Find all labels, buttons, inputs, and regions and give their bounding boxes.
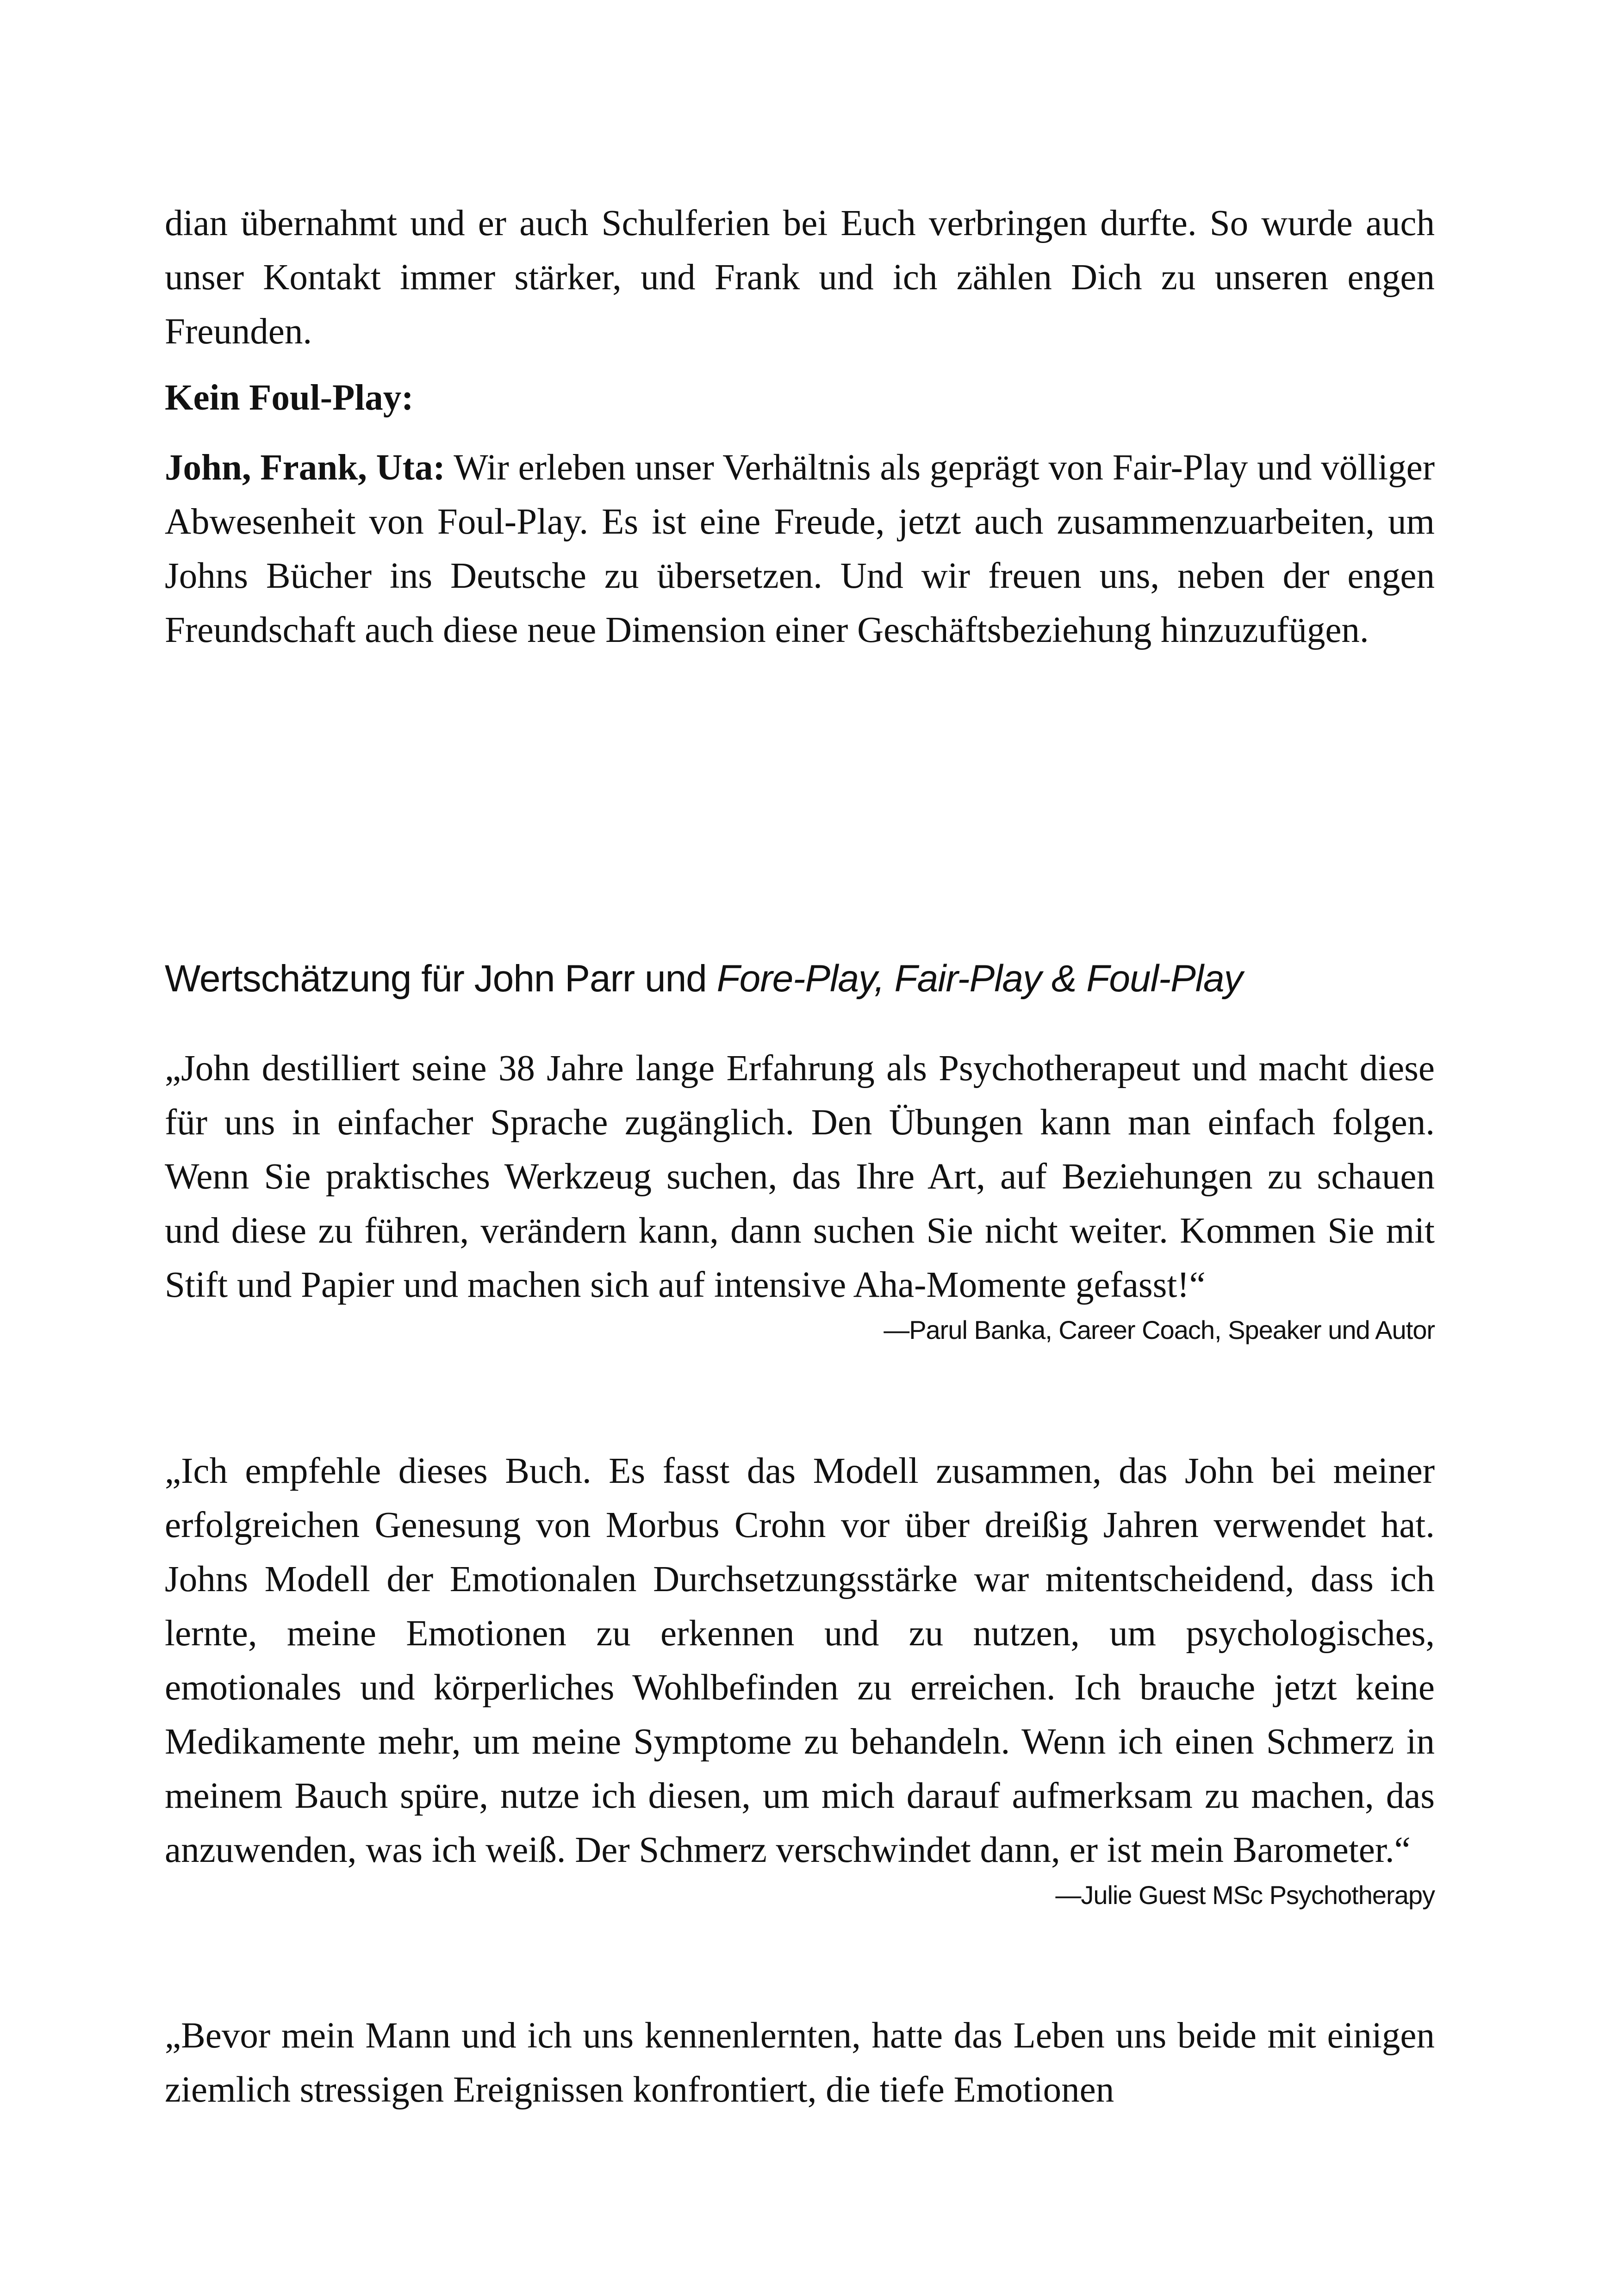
speakers-label: John, Frank, Uta: xyxy=(165,448,445,488)
section-heading xyxy=(165,953,1442,1004)
testimonial-attribution: —Parul Banka, Career Coach, Speaker und Autor xyxy=(884,1315,1435,1344)
testimonial-quote: „John destilliert seine 38 Jahre lange Erfahrung als Psychotherapeut und macht diese für uns in einfacher Sprache zugänglich. Den Übungen kann man einfach folgen. Wenn Sie praktisches Werkzeug suchen, das Ihre Art, auf Beziehungen zu schauen und diese zu führen, verändern kann, dann suchen Sie nicht weiter. Kommen Sie mit Stift und Papier und machen sich auf intensive Aha-Momente gefasst!“ xyxy=(165,1048,1435,1305)
testimonial-quote: „Ich empfehle dieses Buch. Es fasst das Modell zusammen, das John bei meiner erfolgreichen Genesung von Morbus Crohn vor über dreißig Jahren verwendet hat. Johns Modell der Emotionalen Durchsetzungsstärke war mitentscheidend, dass ich lernte, meine Emotionen zu erkennen und zu nutzen, um psychologisches, emotionales und körperliches Wohlbefinden zu erreichen. Ich brauche jetzt keine Medikamente mehr, um meine Symptome zu behandeln. Wenn ich einen Schmerz in meinem Bauch spüre, nutze ich diesen, um mich darauf aufmerksam zu machen, das anzuwenden, was ich weiß. Der Schmerz verschwindet dann, er ist mein Barometer.“ xyxy=(165,1451,1435,1870)
intro-body-text: Wir erleben unser Verhältnis als geprägt von Fair-Play und völliger Abwesenheit von Foul-Play. Es ist eine Freude, jetzt auch zusammenzuarbeiten, um Johns Bücher ins Deutsche zu übersetzen. Und wir freuen uns, neben der engen Freundschaft auch diese neue Dimension einer Geschäftsbeziehung hinzuzufügen. xyxy=(165,448,1435,650)
section-heading-book-title: Fore-Play, Fair-Play & Foul-Play xyxy=(716,958,1243,1000)
intro-continuation-paragraph: dian übernahmt und er auch Schulferien bei Euch verbringen durfte. So wurde auch unser Kontakt immer stärker, und Frank und ich zählen Dich zu unseren engen Freunden. xyxy=(165,203,1435,352)
testimonial-attribution: —Julie Guest MSc Psychotherapy xyxy=(1055,1880,1435,1910)
testimonial-3 xyxy=(165,2009,1435,2117)
intro-body-paragraph xyxy=(165,441,1435,657)
testimonial-quote: „Bevor mein Mann und ich uns kennenlernten, hatte das Leben uns beide mit einigen ziemlich stressigen Ereignissen konfrontiert, die tiefe Emotionen xyxy=(165,2016,1435,2110)
section-heading-text: Wertschätzung für John Parr und xyxy=(165,958,717,1000)
testimonial-2 xyxy=(165,1444,1435,1911)
testimonial-1 xyxy=(165,1041,1435,1346)
subheading-kein-foul-play: Kein Foul-Play: xyxy=(165,378,414,418)
intro-block xyxy=(165,196,1435,657)
